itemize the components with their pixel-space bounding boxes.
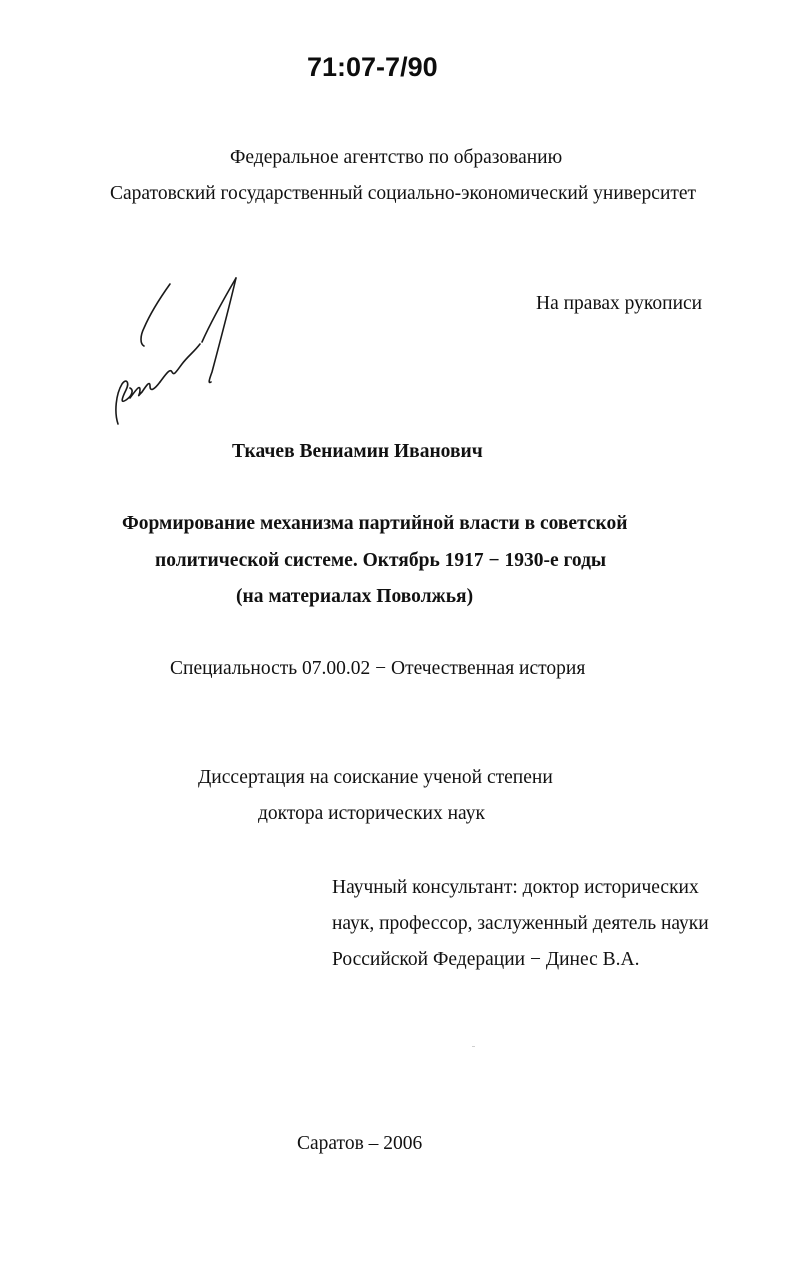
consultant-line-1: Научный консультант: доктор исторических xyxy=(332,877,699,898)
degree-line-2: доктора исторических наук xyxy=(258,803,485,824)
university-name: Саратовский государственный социально-экономический университет xyxy=(110,183,697,204)
degree-line-1: Диссертация на соискание ученой степени xyxy=(198,767,553,788)
dissertation-title-line-1: Формирование механизма партийной власти в советской xyxy=(122,513,628,534)
consultant-line-3: Российской Федерации − Динес В.А. xyxy=(332,949,640,970)
agency-name: Федеральное агентство по образованию xyxy=(230,147,563,168)
place-and-year: Саратов – 2006 xyxy=(297,1133,423,1154)
signature-icon xyxy=(110,272,250,432)
catalog-code: 71:07-7/90 xyxy=(307,52,438,82)
dissertation-title-line-2: политической системе. Октябрь 1917 − 1930-е годы xyxy=(155,550,607,571)
dissertation-title-line-3: (на материалах Поволжья) xyxy=(236,586,474,607)
consultant-line-2: наук, профессор, заслуженный деятель науки xyxy=(332,913,709,934)
scan-artifact xyxy=(472,1046,475,1047)
manuscript-rights-note: На правах рукописи xyxy=(536,293,703,314)
author-name: Ткачев Вениамин Иванович xyxy=(232,441,483,462)
specialty: Специальность 07.00.02 − Отечественная история xyxy=(170,658,586,679)
